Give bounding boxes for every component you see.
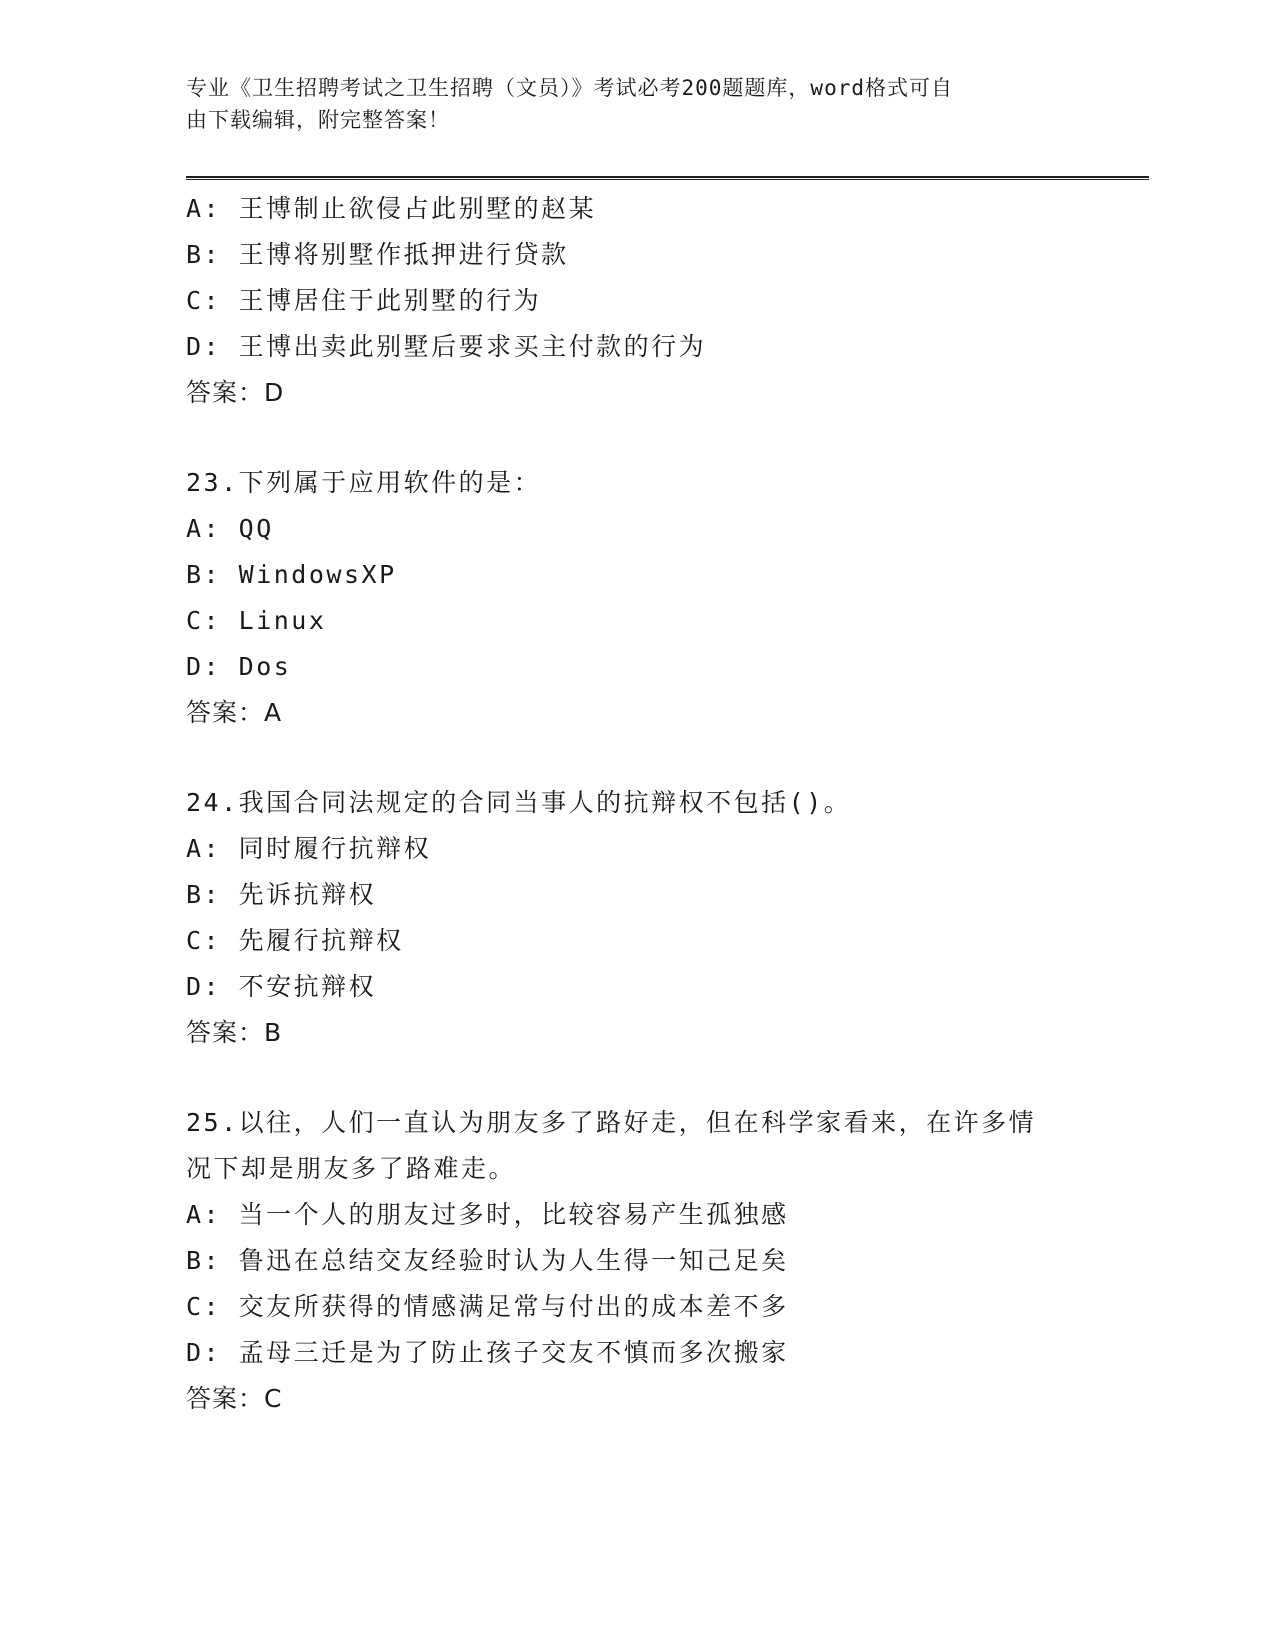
option-c: C: Linux xyxy=(186,606,327,635)
answer-line: 答案：A xyxy=(186,698,283,727)
option-d: D: 王博出卖此别墅后要求买主付款的行为 xyxy=(186,332,707,361)
answer-line: 答案：D xyxy=(186,378,285,407)
option-c: C: 先履行抗辩权 xyxy=(186,926,404,955)
question-text: 24.我国合同法规定的合同当事人的抗辩权不包括()。 xyxy=(186,788,852,817)
option-c: C: 王博居住于此别墅的行为 xyxy=(186,286,542,315)
question-24 xyxy=(186,780,1086,1056)
option-a: A: 同时履行抗辩权 xyxy=(186,834,432,863)
answer-line: 答案：B xyxy=(186,1018,283,1047)
option-d: D: Dos xyxy=(186,652,292,681)
option-c: C: 交友所获得的情感满足常与付出的成本差不多 xyxy=(186,1292,789,1321)
question-text-line-2: 况下却是朋友多了路难走。 xyxy=(186,1154,517,1183)
question-25 xyxy=(186,1100,1086,1422)
option-b: B: 先诉抗辩权 xyxy=(186,880,377,909)
option-b: B: 鲁迅在总结交友经验时认为人生得一知己足矣 xyxy=(186,1246,789,1275)
option-d: D: 不安抗辩权 xyxy=(186,972,377,1001)
question-list xyxy=(186,186,1086,1422)
question-23 xyxy=(186,460,1086,736)
option-d: D: 孟母三迁是为了防止孩子交友不慎而多次搬家 xyxy=(186,1338,789,1367)
question-22 xyxy=(186,186,1086,416)
page-header xyxy=(186,72,1066,136)
question-text-line-1: 25.以往，人们一直认为朋友多了路好走，但在科学家看来，在许多情 xyxy=(186,1108,1037,1137)
option-a: A: 当一个人的朋友过多时，比较容易产生孤独感 xyxy=(186,1200,789,1229)
header-line-1: 专业《卫生招聘考试之卫生招聘（文员）》考试必考200题题库，word格式可自 xyxy=(186,76,953,100)
option-b: B: 王博将别墅作抵押进行贷款 xyxy=(186,240,569,269)
option-a: A: 王博制止欲侵占此别墅的赵某 xyxy=(186,194,597,223)
question-text: 23.下列属于应用软件的是： xyxy=(186,468,542,497)
header-line-2: 由下载编辑，附完整答案！ xyxy=(186,108,450,132)
option-a: A: QQ xyxy=(186,514,274,543)
answer-line: 答案：C xyxy=(186,1384,283,1413)
header-divider xyxy=(186,176,1149,180)
option-b: B: WindowsXP xyxy=(186,560,397,589)
